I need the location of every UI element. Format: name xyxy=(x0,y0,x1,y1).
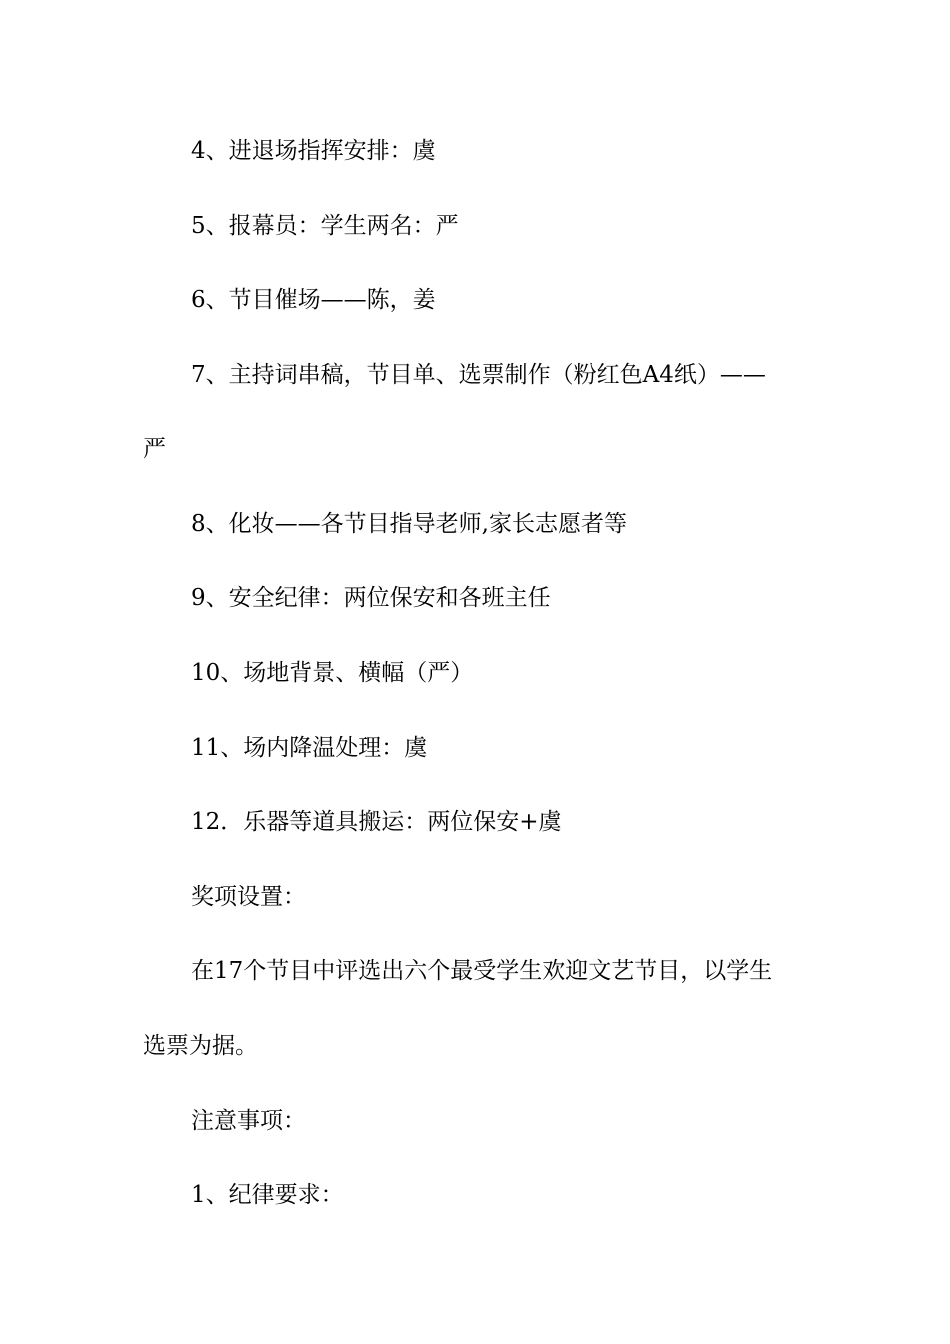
section-heading: 注意事项： xyxy=(191,1108,306,1134)
paragraph-line: 1、纪律要求： xyxy=(191,1182,344,1208)
paragraph-line: 7、主持词串稿，节目单、选票制作（粉红色A4纸）—— xyxy=(191,362,766,388)
paragraph-line: 选票为据。 xyxy=(143,1033,258,1059)
paragraph-line: 8、化妆——各节目指导老师,家长志愿者等 xyxy=(191,511,627,537)
paragraph-line: 严 xyxy=(143,436,166,462)
paragraph-line: 5、报幕员：学生两名：严 xyxy=(191,213,459,239)
paragraph-line: 4、进退场指挥安排：虞 xyxy=(191,138,436,164)
paragraph-line: 6、节目催场——陈，姜 xyxy=(191,287,436,313)
paragraph-line: 在17个节目中评选出六个最受学生欢迎文艺节目，以学生 xyxy=(191,958,773,984)
section-heading: 奖项设置： xyxy=(191,884,306,910)
paragraph-line: 11、场内降温处理：虞 xyxy=(191,735,428,761)
paragraph-line: 10、场地背景、横幅（严） xyxy=(191,660,474,686)
paragraph-line: 9、安全纪律：两位保安和各班主任 xyxy=(191,585,551,611)
paragraph-line: 12．乐器等道具搬运：两位保安+虞 xyxy=(191,809,562,835)
